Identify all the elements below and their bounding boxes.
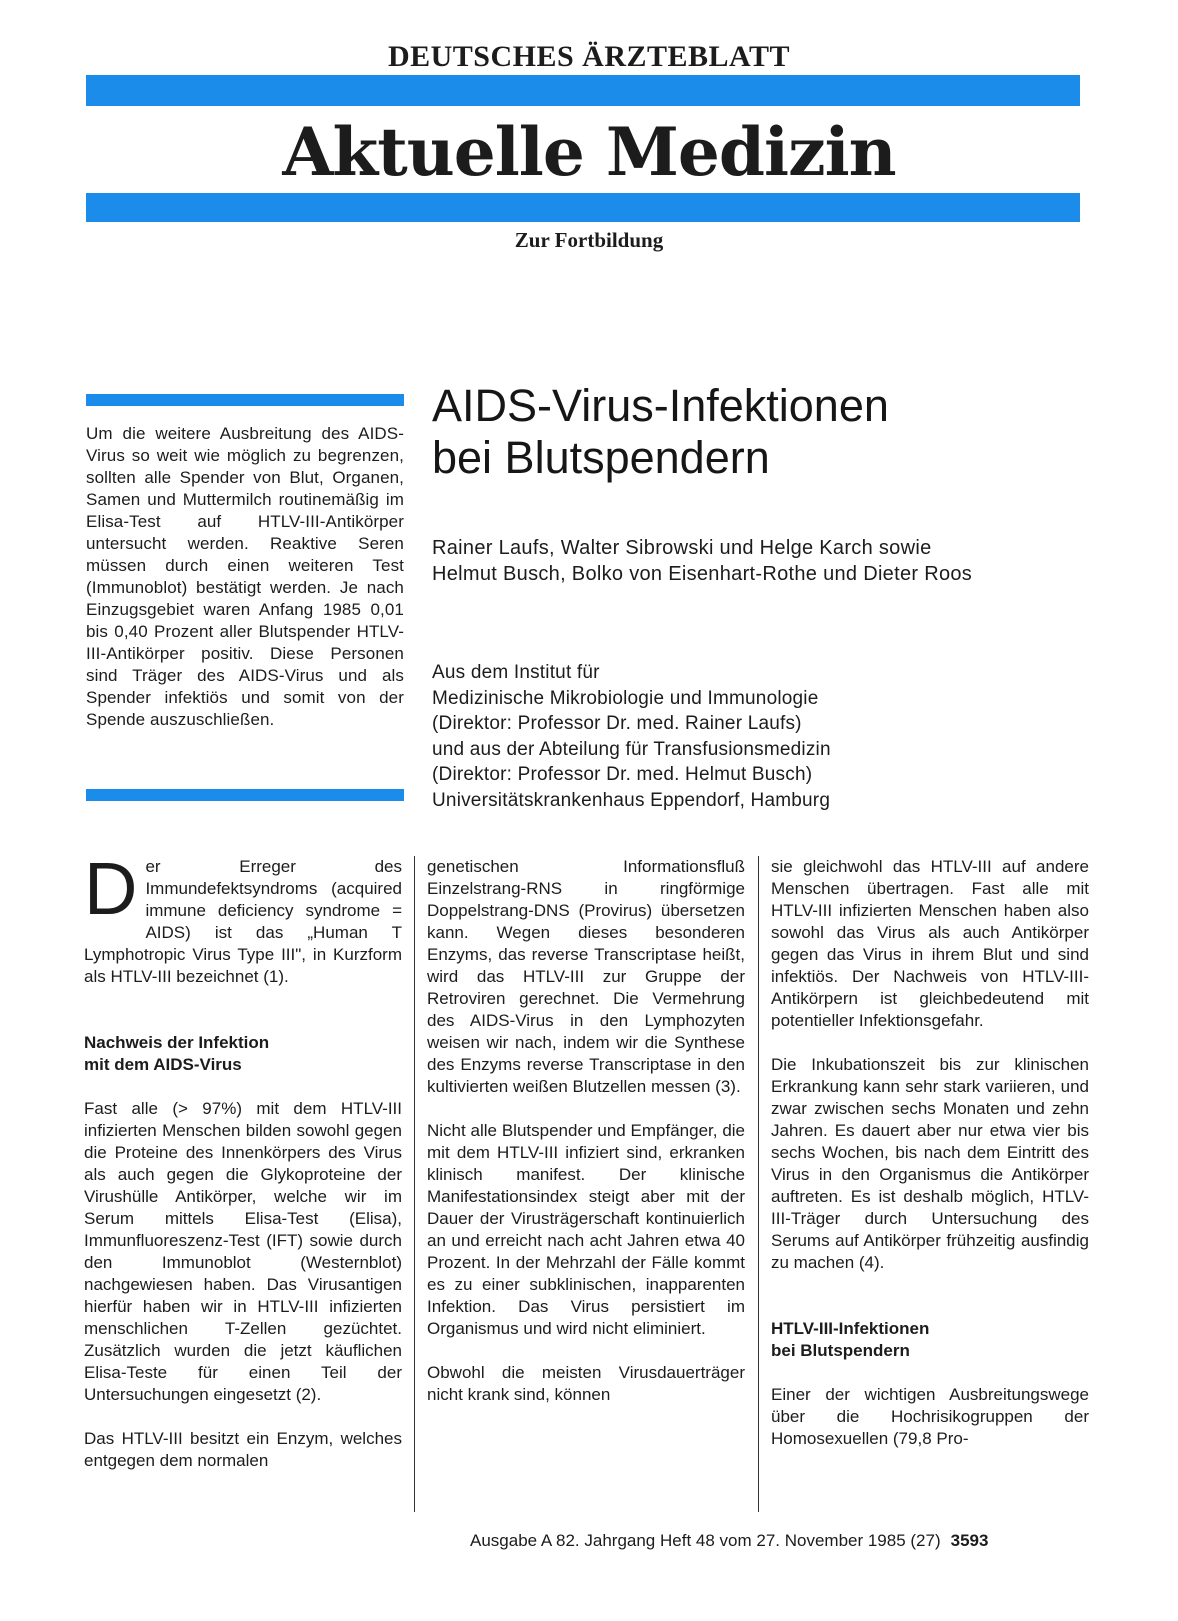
heading-line: Nachweis der Infektion (84, 1033, 270, 1052)
heading-line: mit dem AIDS-Virus (84, 1055, 242, 1074)
headline-line-1: AIDS-Virus-Infektionen (432, 380, 889, 431)
headline-line-2: bei Blutspendern (432, 432, 770, 483)
issue-info: Ausgabe A 82. Jahrgang Heft 48 vom 27. November 1985 (27) (470, 1531, 941, 1550)
paragraph: Nicht alle Blutspender und Empfänger, die mit dem HTLV-III infiziert sind, erkranken klinisch manifest. Der klinische Manifestationsindex steigt aber mit der Dauer der Virusträgerschaft kontinuierlich an und erreicht nach acht Jahren etwa 40 Prozent. In der Mehrzahl der Fälle kommt es zu einer subklinischen, inapparenten Infektion. Das Virus persistiert im Organismus und wird nicht eliminiert. (427, 1121, 745, 1338)
heading-line: HTLV-III-Infektionen (771, 1319, 930, 1338)
column-divider (414, 856, 415, 1512)
paragraph: genetischen Informationsfluß Einzelstrang-RNS in ringförmige Doppelstrang-DNS (Provirus) übersetzen kann. Wegen dieses besonderen Enzyms, das reverse Transcriptase heißt, wird das HTLV-III zur Gruppe der Retroviren gerechnet. Die Vermehrung des AIDS-Virus in den Lymphozyten weisen wir nach, indem wir die Synthese des Enzyms reverse Transcriptase in den kultivierten weißen Blutzellen messen (3). (427, 857, 745, 1096)
affiliation-line: Medizinische Mikrobiologie und Immunologie (432, 687, 819, 709)
subsection-label: Zur Fortbildung (514, 228, 664, 252)
authors-line-1: Rainer Laufs, Walter Sibrowski und Helge Karch sowie (432, 537, 932, 559)
affiliation-line: (Direktor: Professor Dr. med. Helmut Busch) (432, 764, 813, 785)
affiliation-line: Aus dem Institut für (432, 662, 600, 683)
heading-line: bei Blutspendern (771, 1341, 910, 1360)
journal-masthead: DEUTSCHES ÄRZTEBLATT (387, 40, 791, 73)
affiliation-line: (Direktor: Professor Dr. med. Rainer Laufs) (432, 713, 802, 734)
intro-text: er Erreger des Immundefektsyndroms (acquired immune deficiency syndrome = AIDS) ist das „Human T Lymphotropic Virus Type III", in Kurzform als HTLV-III bezeichnet (1). (84, 857, 402, 986)
paragraph: Das HTLV-III besitzt ein Enzym, welches entgegen dem normalen (84, 1429, 402, 1470)
paragraph: Einer der wichtigen Ausbreitungswege über die Hochrisikogruppen der Homosexuellen (79,8 Pro- (771, 1385, 1089, 1448)
article-headline (432, 380, 1132, 484)
summary-top-bar (86, 394, 404, 406)
column-divider (758, 856, 759, 1512)
body-column-1 (84, 847, 402, 1472)
page-number: 3593 (950, 1531, 989, 1550)
page-footer (470, 1531, 988, 1551)
summary-text: Um die weitere Ausbreitung des AIDS-Virus so weit wie möglich zu begrenzen, sollten alle Spender von Blut, Organen, Samen und Muttermilch routinemäßig im Elisa-Test auf HTLV-III-Antikörper untersucht werden. Reaktive Seren müssen durch einen weiteren Test (Immunoblot) bestätigt werden. Je nach Einzugsgebiet waren Anfang 1985 0,01 bis 0,40 Prozent aller Blutspender HTLV-III-Antikörper positiv. Diese Personen sind Träger des AIDS-Virus und als Spender infektiös und somit von der Spende auszuschließen. (86, 424, 404, 729)
authors-line-2: Helmut Busch, Bolko von Eisenhart-Rothe und Dieter Roos (432, 563, 973, 585)
top-blue-bar (86, 75, 1080, 106)
paragraph: Fast alle (> 97%) mit dem HTLV-III infizierten Menschen bilden sowohl gegen die Proteine des Innenkörpers des Virus als auch gegen die Glykoproteine der Virushülle Antikörper, welche wir im Serum mittels Elisa-Test (Elisa), Immunfluoreszenz-Test (IFT) sowie durch den Immunoblot (Westernblot) nachgewiesen haben. Das Virusantigen hierfür haben wir in HTLV-III infizierten menschlichen T-Zellen gezüchtet. Zusätzlich wurden die jetzt käuflichen Elisa-Teste für einen Teil der Untersuchungen eingesetzt (2). (84, 1099, 402, 1404)
paragraph: sie gleichwohl das HTLV-III auf andere Menschen übertragen. Fast alle mit HTLV-III infizierten Menschen haben also sowohl das Virus als auch Antikörper gegen das Virus in ihrem Blut und sind infektiös. Der Nachweis von HTLV-III-Antikörpern ist gleichbedeutend mit potentieller Infektionsgefahr. (771, 857, 1089, 1030)
section-heading-detection (84, 1032, 402, 1076)
author-affiliation (432, 660, 1132, 813)
affiliation-line: Universitätskrankenhaus Eppendorf, Hamburg (432, 789, 831, 811)
paragraph: Obwohl die meisten Virusdauerträger nicht krank sind, können (427, 1363, 745, 1404)
affiliation-line: und aus der Abteilung für Transfusionsmedizin (432, 738, 831, 760)
bottom-blue-bar (86, 193, 1080, 222)
article-authors (432, 535, 1132, 587)
paragraph: Die Inkubationszeit bis zur klinischen Erkrankung kann sehr stark variieren, und zwar zwischen sechs Monaten und zehn Jahren. Es dauert aber nur etwa vier bis sechs Wochen, bis nach dem Eintritt des Virus in den Organismus die Antikörper auftreten. Es ist deshalb möglich, HTLV-III-Träger durch Untersuchung des Serums auf Antikörper frühzeitig ausfindig zu machen (4). (771, 1055, 1089, 1272)
section-heading-blood-donors (771, 1318, 1089, 1362)
body-column-3 (771, 856, 1089, 1450)
drop-cap: D (84, 847, 138, 930)
section-title: Aktuelle Medizin (282, 113, 896, 191)
summary-bottom-bar (86, 789, 404, 801)
body-column-2 (427, 856, 745, 1406)
intro-paragraph (84, 847, 402, 988)
